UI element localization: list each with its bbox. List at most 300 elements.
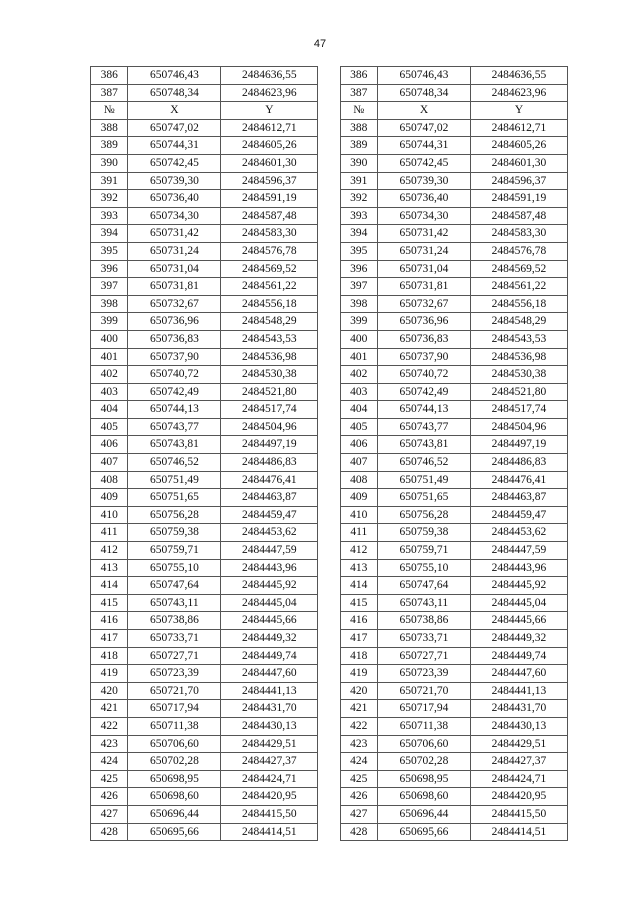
left-x-coordinate: 650759,38 [128,524,221,542]
right-point-number: 417 [340,630,377,648]
right-point-number: 412 [340,542,377,560]
right-y-coordinate: 2484449,74 [470,647,567,665]
column-gap [318,401,340,419]
left-y-coordinate: 2484441,13 [221,682,318,700]
table-row [91,207,568,225]
left-y-coordinate: 2484536,98 [221,348,318,366]
left-x-coordinate: 650733,71 [128,630,221,648]
right-x-coordinate: 650744,31 [377,137,470,155]
left-x-coordinate: 650727,71 [128,647,221,665]
column-gap [318,506,340,524]
right-point-number: 422 [340,717,377,735]
right-y-coordinate: 2484415,50 [470,805,567,823]
column-gap [318,788,340,806]
column-gap [318,418,340,436]
left-point-number: 427 [91,805,128,823]
left-point-number: 405 [91,418,128,436]
left-point-number: 391 [91,172,128,190]
right-point-number: 401 [340,348,377,366]
left-y-coordinate: 2484424,71 [221,770,318,788]
table-row [91,295,568,313]
right-y-coordinate: 2484521,80 [470,383,567,401]
right-point-number: 415 [340,594,377,612]
left-x-coordinate: 650711,38 [128,717,221,735]
right-y-coordinate: 2484430,13 [470,717,567,735]
left-x-coordinate: 650731,81 [128,278,221,296]
right-y-coordinate: 2484453,62 [470,524,567,542]
left-y-coordinate: 2484623,96 [221,84,318,102]
right-y-coordinate: 2484596,37 [470,172,567,190]
right-y-coordinate: 2484443,96 [470,559,567,577]
right-x-coordinate: 650747,02 [377,119,470,137]
right-x-coordinate: 650731,81 [377,278,470,296]
left-point-number: 411 [91,524,128,542]
left-y-coordinate: 2484569,52 [221,260,318,278]
left-point-number: 404 [91,401,128,419]
column-gap [318,489,340,507]
table-row [91,242,568,260]
column-gap [318,137,340,155]
table-row [91,594,568,612]
right-y-coordinate: 2484569,52 [470,260,567,278]
right-x-coordinate: 650742,49 [377,383,470,401]
left-x-coordinate: 650742,49 [128,383,221,401]
right-y-coordinate: Y [470,102,567,120]
right-point-number: 408 [340,471,377,489]
left-y-coordinate: 2484427,37 [221,753,318,771]
column-gap [318,770,340,788]
table-row [91,418,568,436]
right-point-number: 399 [340,313,377,331]
left-point-number: 392 [91,190,128,208]
left-point-number: 420 [91,682,128,700]
table-row [91,190,568,208]
right-x-coordinate: 650748,34 [377,84,470,102]
right-y-coordinate: 2484536,98 [470,348,567,366]
left-x-coordinate: 650717,94 [128,700,221,718]
page-number: 47 [313,38,327,50]
right-y-coordinate: 2484429,51 [470,735,567,753]
table-row [91,682,568,700]
right-x-coordinate: 650702,28 [377,753,470,771]
column-gap [318,154,340,172]
column-gap [318,67,340,85]
left-point-number: 401 [91,348,128,366]
right-x-coordinate: 650742,45 [377,154,470,172]
left-y-coordinate: 2484605,26 [221,137,318,155]
right-x-coordinate: 650744,13 [377,401,470,419]
right-point-number: 398 [340,295,377,313]
right-x-coordinate: 650755,10 [377,559,470,577]
left-y-coordinate: 2484445,04 [221,594,318,612]
right-point-number: 419 [340,665,377,683]
column-gap [318,559,340,577]
right-x-coordinate: 650736,83 [377,330,470,348]
table-row [91,753,568,771]
right-point-number: 395 [340,242,377,260]
right-y-coordinate: 2484447,59 [470,542,567,560]
right-point-number: 402 [340,366,377,384]
left-y-coordinate: 2484556,18 [221,295,318,313]
left-y-coordinate: 2484504,96 [221,418,318,436]
right-point-number: 410 [340,506,377,524]
right-point-number: 424 [340,753,377,771]
right-point-number: 411 [340,524,377,542]
right-x-coordinate: 650747,64 [377,577,470,595]
left-x-coordinate: 650756,28 [128,506,221,524]
right-point-number: 400 [340,330,377,348]
left-y-coordinate: 2484459,47 [221,506,318,524]
left-y-coordinate: 2484561,22 [221,278,318,296]
right-x-coordinate: 650739,30 [377,172,470,190]
right-x-coordinate: 650743,77 [377,418,470,436]
table-row [91,137,568,155]
right-point-number: 391 [340,172,377,190]
table-row [91,559,568,577]
right-point-number: 423 [340,735,377,753]
left-x-coordinate: 650731,42 [128,225,221,243]
right-x-coordinate: 650756,28 [377,506,470,524]
right-x-coordinate: 650727,71 [377,647,470,665]
right-x-coordinate: 650731,42 [377,225,470,243]
left-y-coordinate: 2484497,19 [221,436,318,454]
table-row [91,436,568,454]
left-x-coordinate: 650751,65 [128,489,221,507]
right-point-number: 404 [340,401,377,419]
right-x-coordinate: 650723,39 [377,665,470,683]
right-x-coordinate: 650736,40 [377,190,470,208]
left-point-number: 389 [91,137,128,155]
column-gap [318,823,340,841]
table-row [91,330,568,348]
right-y-coordinate: 2484612,71 [470,119,567,137]
left-y-coordinate: 2484612,71 [221,119,318,137]
left-x-coordinate: X [128,102,221,120]
table-row [91,383,568,401]
right-y-coordinate: 2484517,74 [470,401,567,419]
column-gap [318,207,340,225]
left-point-number: 426 [91,788,128,806]
left-point-number: 422 [91,717,128,735]
right-y-coordinate: 2484623,96 [470,84,567,102]
left-x-coordinate: 650736,96 [128,313,221,331]
right-x-coordinate: 650736,96 [377,313,470,331]
left-y-coordinate: 2484576,78 [221,242,318,260]
right-point-number: 414 [340,577,377,595]
left-y-coordinate: 2484583,30 [221,225,318,243]
right-y-coordinate: 2484476,41 [470,471,567,489]
right-x-coordinate: 650751,65 [377,489,470,507]
left-y-coordinate: 2484431,70 [221,700,318,718]
left-x-coordinate: 650721,70 [128,682,221,700]
left-point-number: 421 [91,700,128,718]
column-gap [318,102,340,120]
table-row [91,805,568,823]
left-point-number: 413 [91,559,128,577]
left-y-coordinate: 2484429,51 [221,735,318,753]
right-point-number: 394 [340,225,377,243]
table-row [91,84,568,102]
column-gap [318,260,340,278]
right-x-coordinate: 650743,11 [377,594,470,612]
column-gap [318,630,340,648]
right-point-number: 388 [340,119,377,137]
coordinates-table [90,66,568,841]
left-point-number: 395 [91,242,128,260]
table-row [91,770,568,788]
right-point-number: 405 [340,418,377,436]
right-x-coordinate: 650746,43 [377,67,470,85]
right-x-coordinate: 650733,71 [377,630,470,648]
left-x-coordinate: 650695,66 [128,823,221,841]
left-point-number: 423 [91,735,128,753]
left-point-number: 414 [91,577,128,595]
left-x-coordinate: 650731,04 [128,260,221,278]
left-point-number: 386 [91,67,128,85]
right-point-number: 397 [340,278,377,296]
right-point-number: 390 [340,154,377,172]
right-point-number: 428 [340,823,377,841]
right-y-coordinate: 2484605,26 [470,137,567,155]
left-point-number: 418 [91,647,128,665]
left-point-number: 410 [91,506,128,524]
right-y-coordinate: 2484420,95 [470,788,567,806]
column-gap [318,383,340,401]
table-row [91,647,568,665]
column-gap [318,84,340,102]
right-point-number: 416 [340,612,377,630]
table-row [91,366,568,384]
left-point-number: 416 [91,612,128,630]
left-y-coordinate: 2484636,55 [221,67,318,85]
left-point-number: 388 [91,119,128,137]
left-y-coordinate: 2484591,19 [221,190,318,208]
right-y-coordinate: 2484414,51 [470,823,567,841]
column-gap [318,348,340,366]
left-x-coordinate: 650738,86 [128,612,221,630]
column-gap [318,647,340,665]
right-point-number: 387 [340,84,377,102]
right-x-coordinate: X [377,102,470,120]
left-x-coordinate: 650723,39 [128,665,221,683]
right-y-coordinate: 2484441,13 [470,682,567,700]
column-gap [318,700,340,718]
left-point-number: 419 [91,665,128,683]
right-point-number: 396 [340,260,377,278]
left-point-number: 400 [91,330,128,348]
left-x-coordinate: 650743,11 [128,594,221,612]
column-gap [318,665,340,683]
right-x-coordinate: 650732,67 [377,295,470,313]
column-gap [318,612,340,630]
left-y-coordinate: 2484420,95 [221,788,318,806]
left-y-coordinate: 2484443,96 [221,559,318,577]
table-row [91,665,568,683]
left-y-coordinate: 2484476,41 [221,471,318,489]
table-row [91,172,568,190]
right-point-number: 427 [340,805,377,823]
left-x-coordinate: 650755,10 [128,559,221,577]
right-point-number: 421 [340,700,377,718]
left-y-coordinate: 2484517,74 [221,401,318,419]
right-x-coordinate: 650721,70 [377,682,470,700]
left-x-coordinate: 650706,60 [128,735,221,753]
table-row [91,471,568,489]
right-y-coordinate: 2484424,71 [470,770,567,788]
right-point-number: 407 [340,454,377,472]
column-gap [318,313,340,331]
right-x-coordinate: 650759,71 [377,542,470,560]
left-y-coordinate: 2484449,32 [221,630,318,648]
table-row [91,506,568,524]
column-gap [318,753,340,771]
right-y-coordinate: 2484561,22 [470,278,567,296]
left-point-number: 412 [91,542,128,560]
left-point-number: 425 [91,770,128,788]
left-y-coordinate: 2484445,92 [221,577,318,595]
column-gap [318,330,340,348]
right-point-number: 393 [340,207,377,225]
left-y-coordinate: 2484445,66 [221,612,318,630]
right-point-number: 406 [340,436,377,454]
left-y-coordinate: 2484587,48 [221,207,318,225]
left-x-coordinate: 650747,02 [128,119,221,137]
right-x-coordinate: 650738,86 [377,612,470,630]
left-y-coordinate: Y [221,102,318,120]
column-gap [318,242,340,260]
left-point-number: 390 [91,154,128,172]
column-gap [318,295,340,313]
left-point-number: 403 [91,383,128,401]
left-x-coordinate: 650736,83 [128,330,221,348]
left-y-coordinate: 2484543,53 [221,330,318,348]
left-y-coordinate: 2484414,51 [221,823,318,841]
table-row [91,717,568,735]
table-row [91,542,568,560]
right-y-coordinate: 2484459,47 [470,506,567,524]
right-y-coordinate: 2484431,70 [470,700,567,718]
right-point-number: 413 [340,559,377,577]
column-gap [318,594,340,612]
left-point-number: 408 [91,471,128,489]
right-point-number: 386 [340,67,377,85]
left-y-coordinate: 2484447,59 [221,542,318,560]
left-x-coordinate: 650736,40 [128,190,221,208]
column-gap [318,190,340,208]
table-row [91,630,568,648]
left-point-number: 396 [91,260,128,278]
right-y-coordinate: 2484449,32 [470,630,567,648]
table-row [91,278,568,296]
right-point-number: 418 [340,647,377,665]
table-row [91,788,568,806]
left-x-coordinate: 650748,34 [128,84,221,102]
right-y-coordinate: 2484504,96 [470,418,567,436]
right-y-coordinate: 2484601,30 [470,154,567,172]
left-x-coordinate: 650746,52 [128,454,221,472]
right-y-coordinate: 2484576,78 [470,242,567,260]
left-x-coordinate: 650743,81 [128,436,221,454]
right-point-number: 409 [340,489,377,507]
right-point-number: 392 [340,190,377,208]
right-point-number: 403 [340,383,377,401]
right-x-coordinate: 650698,95 [377,770,470,788]
left-point-number: 387 [91,84,128,102]
left-y-coordinate: 2484530,38 [221,366,318,384]
right-y-coordinate: 2484445,92 [470,577,567,595]
column-gap [318,682,340,700]
right-y-coordinate: 2484548,29 [470,313,567,331]
right-y-coordinate: 2484445,66 [470,612,567,630]
column-gap [318,471,340,489]
left-y-coordinate: 2484596,37 [221,172,318,190]
table-row [91,612,568,630]
column-gap [318,805,340,823]
right-x-coordinate: 650734,30 [377,207,470,225]
left-point-number: 394 [91,225,128,243]
left-y-coordinate: 2484415,50 [221,805,318,823]
right-x-coordinate: 650740,72 [377,366,470,384]
right-y-coordinate: 2484583,30 [470,225,567,243]
right-x-coordinate: 650706,60 [377,735,470,753]
left-point-number: 399 [91,313,128,331]
right-x-coordinate: 650717,94 [377,700,470,718]
table-row [91,67,568,85]
column-gap [318,119,340,137]
right-y-coordinate: 2484427,37 [470,753,567,771]
table-row [91,119,568,137]
table-row [91,401,568,419]
left-x-coordinate: 650744,13 [128,401,221,419]
left-x-coordinate: 650746,43 [128,67,221,85]
left-x-coordinate: 650744,31 [128,137,221,155]
table-row [91,313,568,331]
right-x-coordinate: 650746,52 [377,454,470,472]
left-point-number: 424 [91,753,128,771]
right-x-coordinate: 650731,24 [377,242,470,260]
right-y-coordinate: 2484447,60 [470,665,567,683]
table-row [91,524,568,542]
left-x-coordinate: 650698,60 [128,788,221,806]
right-point-number: 420 [340,682,377,700]
left-point-number: 417 [91,630,128,648]
right-x-coordinate: 650695,66 [377,823,470,841]
left-x-coordinate: 650696,44 [128,805,221,823]
table-row [91,489,568,507]
table-row [91,348,568,366]
left-y-coordinate: 2484521,80 [221,383,318,401]
column-gap [318,454,340,472]
left-x-coordinate: 650742,45 [128,154,221,172]
right-y-coordinate: 2484543,53 [470,330,567,348]
column-gap [318,735,340,753]
left-x-coordinate: 650698,95 [128,770,221,788]
column-gap [318,717,340,735]
right-y-coordinate: 2484636,55 [470,67,567,85]
left-y-coordinate: 2484548,29 [221,313,318,331]
column-gap [318,436,340,454]
left-y-coordinate: 2484449,74 [221,647,318,665]
left-point-number: 402 [91,366,128,384]
right-y-coordinate: 2484587,48 [470,207,567,225]
left-y-coordinate: 2484453,62 [221,524,318,542]
right-y-coordinate: 2484591,19 [470,190,567,208]
left-y-coordinate: 2484486,83 [221,454,318,472]
header-row [91,102,568,120]
right-point-number: 389 [340,137,377,155]
left-x-coordinate: 650737,90 [128,348,221,366]
column-gap [318,524,340,542]
